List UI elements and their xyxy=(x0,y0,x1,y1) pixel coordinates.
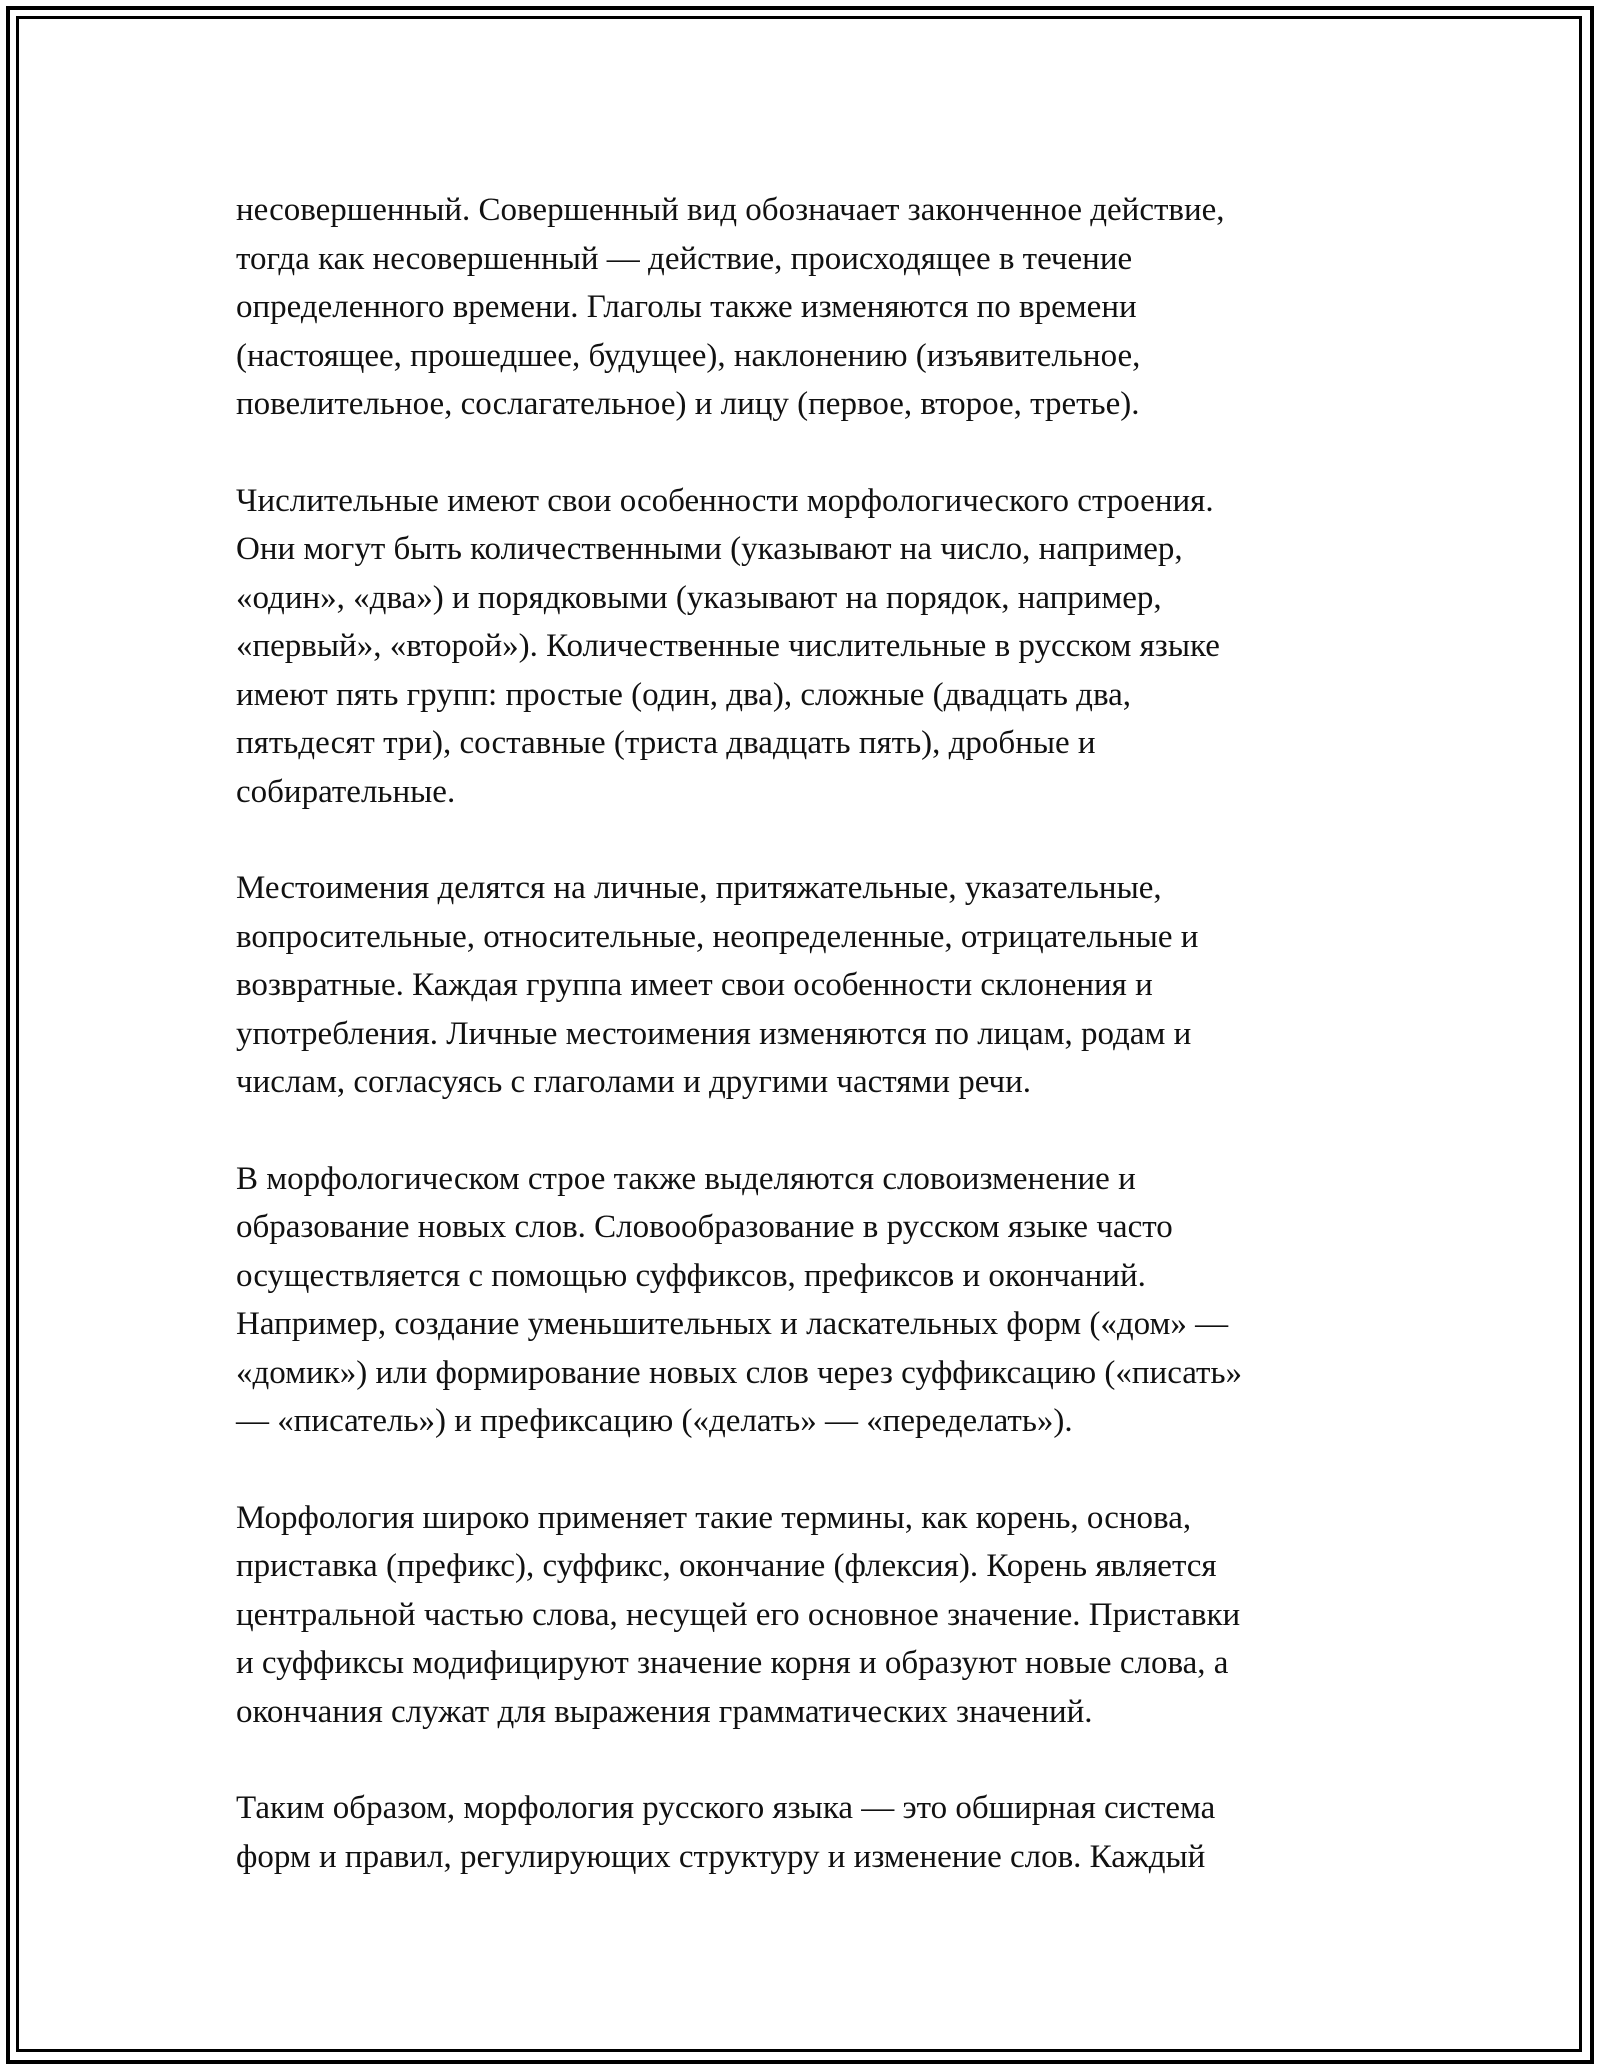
text-line: несовершенный. Совершенный вид обозначает законченное действие, xyxy=(236,192,1225,228)
paragraph-terms xyxy=(236,1494,1376,1737)
text-line: (настоящее, прошедшее, будущее), наклонению (изъявительное, xyxy=(236,337,1141,374)
text-line: Морфология широко применяет такие термины, как корень, основа, xyxy=(236,1499,1192,1536)
paragraph-numerals xyxy=(236,477,1376,817)
text-line: осуществляется с помощью суффиксов, префиксов и окончаний. xyxy=(236,1257,1146,1294)
text-line: употребления. Личные местоимения изменяются по лицам, родам и xyxy=(236,1015,1192,1052)
text-line: повелительное, сослагательное) и лицу (первое, второе, третье). xyxy=(236,386,1140,422)
paragraph-pronouns xyxy=(236,864,1376,1107)
text-line: окончания служат для выражения грамматических значений. xyxy=(236,1693,1093,1730)
text-line: Они могут быть количественными (указывают на число, например, xyxy=(236,531,1183,567)
text-line: Например, создание уменьшительных и ласкательных форм («дом» — xyxy=(236,1306,1229,1342)
text-line: Числительные имеют свои особенности морфологического строения. xyxy=(236,482,1214,519)
paragraph-verbs xyxy=(236,186,1376,429)
paragraph-conclusion xyxy=(236,1784,1376,1881)
text-line: Местоимения делятся на личные, притяжательные, указательные, xyxy=(236,870,1162,906)
text-line: собирательные. xyxy=(236,773,456,810)
text-line: — «писатель») и префиксацию («делать» — «переделать»). xyxy=(236,1403,1073,1439)
document-body xyxy=(236,186,1376,1881)
text-line: приставка (префикс), суффикс, окончание (флексия). Корень является xyxy=(236,1548,1217,1584)
text-line: имеют пять групп: простые (один, два), сложные (двадцать два, xyxy=(236,676,1132,713)
text-line: числам, согласуясь с глаголами и другими частями речи. xyxy=(236,1064,1032,1100)
text-line: Таким образом, морфология русского языка — это обширная система xyxy=(236,1790,1216,1826)
text-line: «домик») или формирование новых слов через суффиксацию («писать» xyxy=(236,1354,1243,1391)
text-line: В морфологическом строе также выделяются словоизменение и xyxy=(236,1160,1136,1197)
text-line: вопросительные, относительные, неопределенные, отрицательные и xyxy=(236,918,1199,955)
text-line: центральной частью слова, несущей его основное значение. Приставки xyxy=(236,1596,1241,1633)
paragraph-word-formation xyxy=(236,1155,1376,1446)
text-line: «первый», «второй»). Количественные числительные в русском языке xyxy=(236,628,1220,664)
text-line: «один», «два») и порядковыми (указывают на порядок, например, xyxy=(236,579,1162,616)
text-line: пятьдесят три), составные (триста двадцать пять), дробные и xyxy=(236,725,1096,761)
text-line: возвратные. Каждая группа имеет свои особенности склонения и xyxy=(236,967,1153,1003)
text-line: форм и правил, регулирующих структуру и изменение слов. Каждый xyxy=(236,1838,1206,1875)
text-line: и суффиксы модифицируют значение корня и образуют новые слова, а xyxy=(236,1645,1229,1681)
text-line: определенного времени. Глаголы также изменяются по времени xyxy=(236,289,1137,325)
text-line: тогда как несовершенный — действие, происходящее в течение xyxy=(236,240,1133,277)
text-line: образование новых слов. Словообразование в русском языке часто xyxy=(236,1209,1173,1245)
